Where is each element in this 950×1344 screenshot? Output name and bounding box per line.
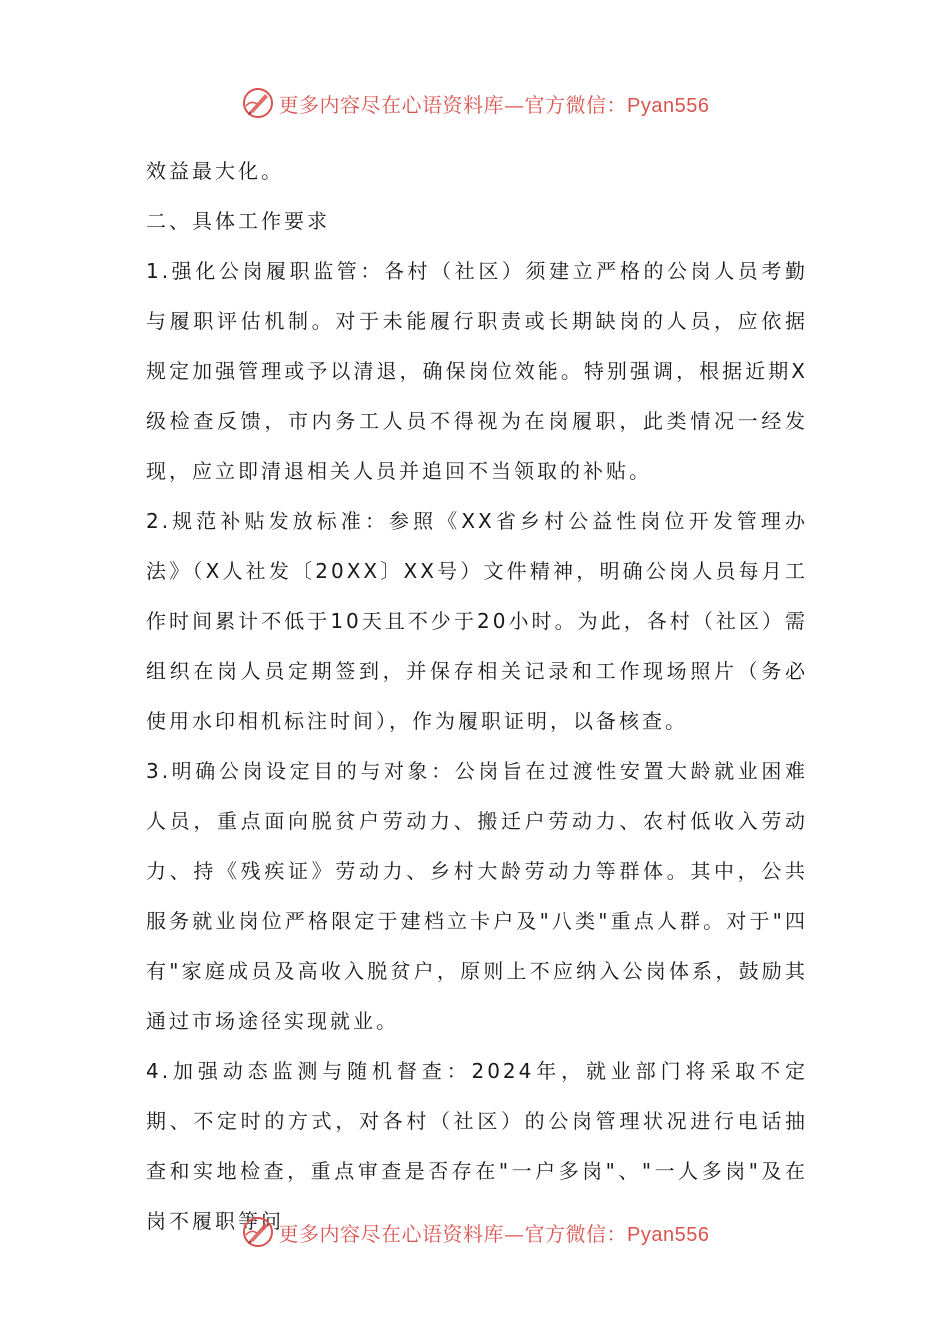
paragraph-item-2: 2.规范补贴发放标准：参照《XX省乡村公益性岗位开发管理办法》（X人社发〔20XX〕XX号）文件精神，明确公岗人员每月工作时间累计不低于10天且不少于20小时。为此，各村（社区）需组织在岗人员定期签到，并保存相关记录和工作现场照片（务必使用水印相机标注时间），作为履职证明，以备核查。	[146, 509, 808, 733]
pen-logo-icon	[241, 86, 275, 120]
document-body	[146, 146, 808, 1246]
header-watermark-banner	[0, 83, 950, 123]
paragraph-item-4: 4.加强动态监测与随机督查：2024年，就业部门将采取不定期、不定时的方式，对各村（社区）的公岗管理状况进行电话抽查和实地检查，重点审查是否存在"一户多岗"、"一人多岗"及在岗不履职等问	[146, 1059, 808, 1233]
paragraph-closing-line: 效益最大化。	[146, 159, 284, 183]
footer-watermark-text: 更多内容尽在心语资料库—官方微信：Pyan556	[278, 1221, 710, 1246]
pen-logo-icon	[241, 1215, 275, 1249]
footer-watermark-banner	[0, 1212, 950, 1252]
header-watermark-text: 更多内容尽在心语资料库—官方微信：Pyan556	[278, 92, 710, 117]
section-heading: 二、具体工作要求	[146, 209, 330, 233]
paragraph-item-3: 3.明确公岗设定目的与对象：公岗旨在过渡性安置大龄就业困难人员，重点面向脱贫户劳动力、搬迁户劳动力、农村低收入劳动力、持《残疾证》劳动力、乡村大龄劳动力等群体。其中，公共服务就业岗位严格限定于建档立卡户及"八类"重点人群。对于"四有"家庭成员及高收入脱贫户，原则上不应纳入公岗体系，鼓励其通过市场途径实现就业。	[146, 759, 808, 1033]
paragraph-item-1: 1.强化公岗履职监管：各村（社区）须建立严格的公岗人员考勤与履职评估机制。对于未能履行职责或长期缺岗的人员，应依据规定加强管理或予以清退，确保岗位效能。特别强调，根据近期X级检查反馈，市内务工人员不得视为在岗履职，此类情况一经发现，应立即清退相关人员并追回不当领取的补贴。	[146, 259, 808, 483]
